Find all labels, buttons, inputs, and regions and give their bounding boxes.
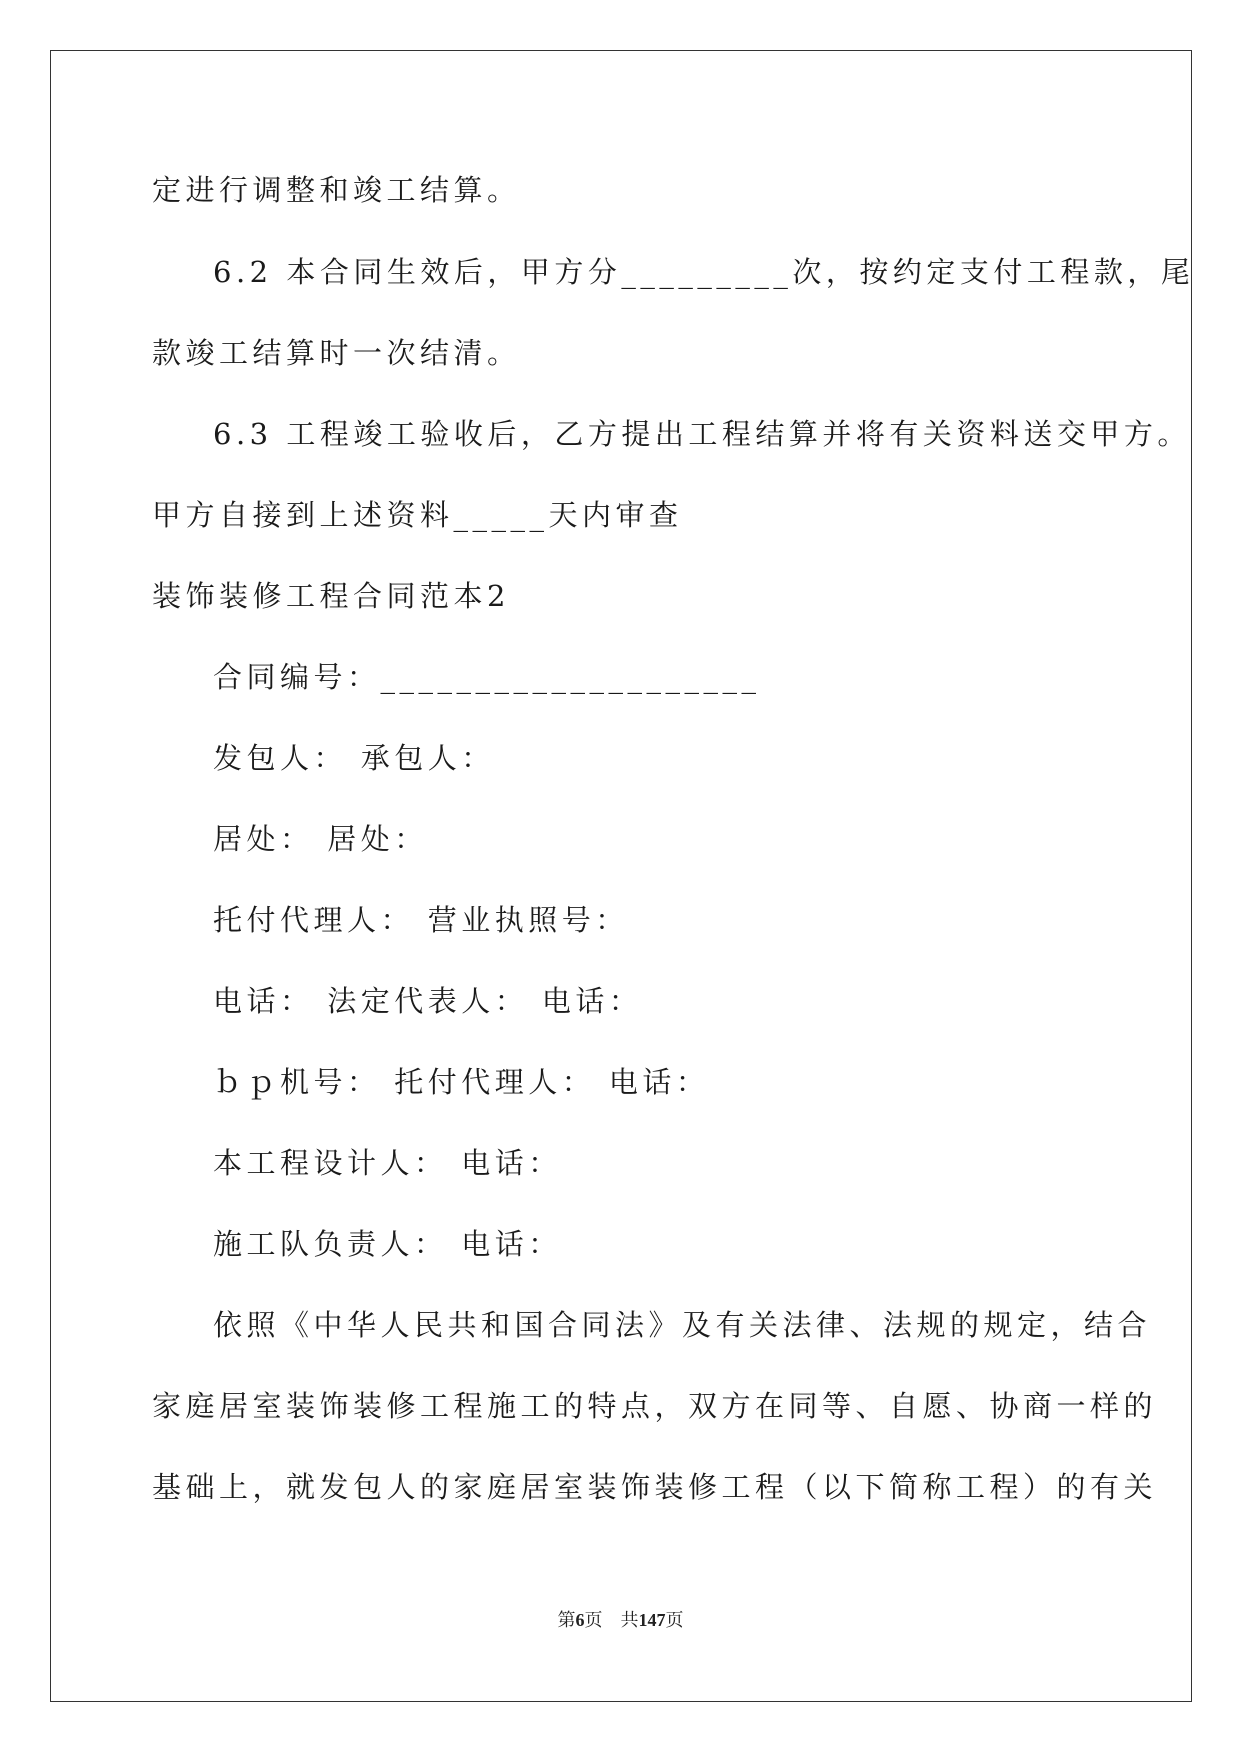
party-line: ｂｐ机号： 托付代理人： 电话： — [213, 1065, 710, 1099]
party-line: 发包人： 承包人： — [213, 741, 495, 775]
paragraph-line: 依照《中华人民共和国合同法》及有关法律、法规的规定，结合 — [213, 1308, 1152, 1342]
page-prefix: 第 — [557, 1610, 576, 1630]
party-line: 托付代理人： 营业执照号： — [213, 903, 629, 937]
total-prefix: 共 — [620, 1610, 639, 1630]
page-number: 6 — [575, 1610, 585, 1630]
party-line: 电话： 法定代表人： 电话： — [213, 984, 643, 1018]
party-line: 本工程设计人： 电话： — [213, 1146, 562, 1180]
party-line: 居处： 居处： — [213, 822, 428, 856]
paragraph-line: 6.2 本合同生效后，甲方分_________次，按约定支付工程款，尾 — [213, 255, 1195, 289]
paragraph-line: 款竣工结算时一次结清。 — [152, 336, 521, 370]
paragraph-line: 甲方自接到上述资料_____天内审查 — [152, 498, 683, 532]
contract-number-line: 合同编号：____________________ — [213, 660, 761, 694]
page-footer — [0, 1608, 1241, 1632]
page-suffix: 页 — [584, 1610, 603, 1630]
paragraph-line: 家庭居室装饰装修工程施工的特点，双方在同等、自愿、协商一样的 — [152, 1389, 1158, 1423]
page-border — [50, 50, 1195, 1702]
section-title: 装饰装修工程合同范本2 — [152, 579, 510, 613]
total-pages: 147 — [638, 1610, 666, 1630]
party-line: 施工队负责人： 电话： — [213, 1227, 562, 1261]
paragraph-line: 定进行调整和竣工结算。 — [152, 173, 521, 207]
paragraph-line: 基础上，就发包人的家庭居室装饰装修工程（以下简称工程）的有关 — [152, 1470, 1158, 1504]
total-suffix: 页 — [665, 1610, 684, 1630]
paragraph-line: 6.3 工程竣工验收后，乙方提出工程结算并将有关资料送交甲方。 — [213, 417, 1191, 451]
